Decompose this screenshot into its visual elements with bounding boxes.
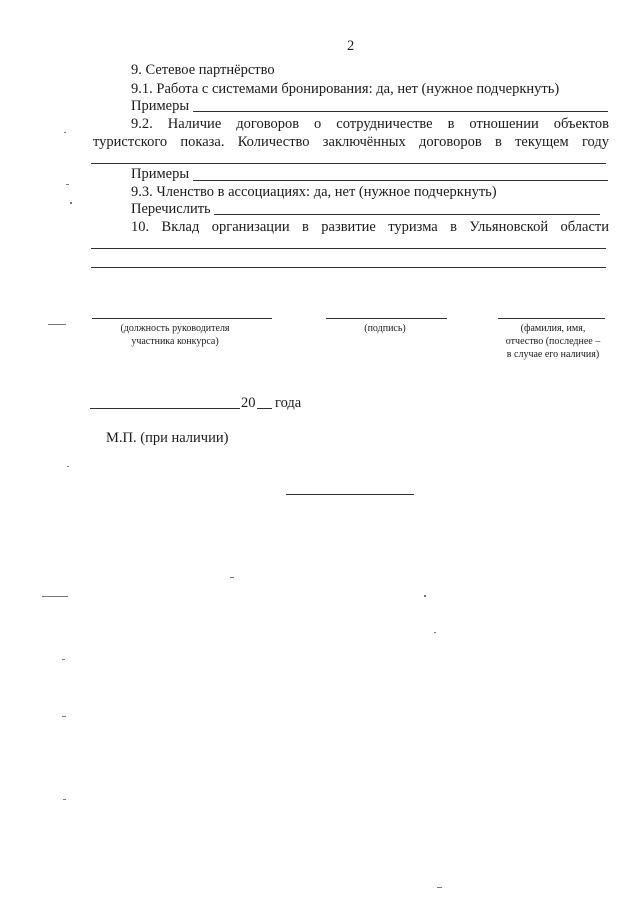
position-line[interactable] <box>92 318 272 319</box>
year-suffix: года <box>275 395 302 411</box>
scan-speck <box>434 632 436 633</box>
name-caption-line-1: (фамилия, имя, <box>520 323 586 334</box>
position-caption <box>100 322 250 348</box>
page-number: 2 <box>347 38 355 54</box>
scan-speck <box>62 716 66 717</box>
item-9-3: 9.3. Членство в ассоциациях: да, нет (нужное подчеркнуть) <box>131 184 497 200</box>
item-9-1: 9.1. Работа с системами бронирования: да, нет (нужное подчеркнуть) <box>131 81 560 97</box>
item-9-2-line-2: туристского показа. Количество заключённых договоров в текущем году <box>93 134 609 150</box>
examples-label-2: Примеры <box>131 166 190 182</box>
year-prefix: 20 <box>241 395 256 411</box>
scan-speck <box>70 202 72 204</box>
name-caption-line-3: в случае его наличия) <box>506 349 600 360</box>
end-separator <box>286 494 414 495</box>
signature-line[interactable] <box>326 318 447 319</box>
date-line[interactable] <box>90 408 240 409</box>
name-caption-line-2: отчество (последнее – <box>505 336 601 347</box>
scan-speck <box>63 799 66 800</box>
section-9-heading: 9. Сетевое партнёрство <box>131 62 275 78</box>
name-line[interactable] <box>498 318 605 319</box>
scan-speck <box>64 132 66 133</box>
scan-speck <box>66 184 69 185</box>
contribution-line-2[interactable] <box>91 267 606 268</box>
scan-speck <box>230 577 234 578</box>
scan-speck <box>437 887 442 888</box>
scan-speck <box>42 596 68 597</box>
examples-label-1: Примеры <box>131 98 190 114</box>
signature-caption: (подпись) <box>364 323 406 334</box>
position-caption-line-1: (должность руководителя <box>120 323 230 334</box>
examples-line-1[interactable] <box>193 111 608 112</box>
list-line[interactable] <box>214 214 600 215</box>
examples-line-2[interactable] <box>193 180 608 181</box>
name-caption <box>495 322 611 361</box>
scan-speck <box>424 595 426 597</box>
position-caption-line-2: участника конкурса) <box>131 336 219 347</box>
list-label: Перечислить <box>131 201 211 217</box>
scan-speck <box>62 659 65 660</box>
contracts-count-line[interactable] <box>91 163 606 164</box>
stamp-label: М.П. (при наличии) <box>106 430 229 446</box>
section-10-line: 10. Вклад организации в развитие туризма в Ульяновской области <box>131 219 609 235</box>
contribution-line-1[interactable] <box>91 248 606 249</box>
item-9-2-line-1: 9.2. Наличие договоров о сотрудничестве в отношении объектов <box>131 116 609 132</box>
scan-speck <box>48 324 66 325</box>
scan-speck <box>67 466 69 467</box>
year-line[interactable] <box>257 408 272 409</box>
